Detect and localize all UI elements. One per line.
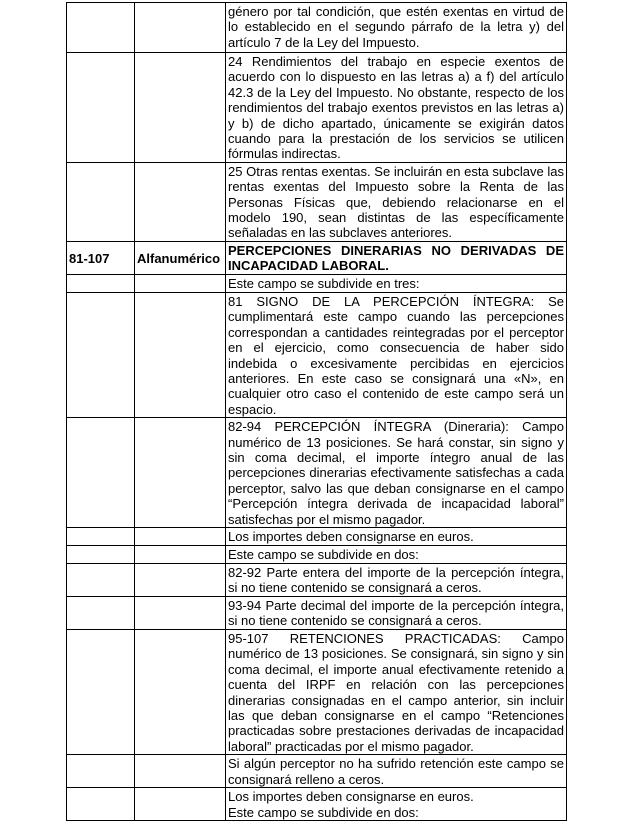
- position-cell: [67, 563, 135, 596]
- type-cell: [135, 53, 226, 163]
- description-cell: [226, 53, 567, 163]
- table-row: [67, 545, 567, 563]
- type-cell: [135, 418, 226, 528]
- position-cell: 81-107: [67, 241, 135, 274]
- position-cell: [67, 788, 135, 821]
- type-cell: [135, 629, 226, 754]
- position-cell: [67, 53, 135, 163]
- description-text: 81 SIGNO DE LA PERCEPCIÓN ÍNTEGRA: Se cumplimentará este campo cuando las percepciones correspondan a cantidades reintegradas por el perceptor en el ejercicio, como consecuencia de haber sido indebida o excesivamente percibidas en ejercicios anteriores. En este caso se consignará una «N», en cualquier otro caso el contenido de este campo será un espacio.: [228, 293, 564, 417]
- description-cell: [226, 3, 567, 53]
- position-cell: [67, 418, 135, 528]
- description-cell: [226, 563, 567, 596]
- description-text: Los importes deben consignarse en euros.: [228, 789, 474, 805]
- description-text: Este campo se subdivide en dos:: [228, 804, 419, 820]
- description-text: 82-92 Parte entera del importe de la percepción íntegra, si no tiene contenido se consignará a ceros.: [228, 564, 564, 596]
- description-cell: [226, 274, 567, 292]
- table-row: [67, 3, 567, 53]
- description-cell: [226, 596, 567, 629]
- position-cell: [67, 162, 135, 241]
- description-text: Los importes deben consignarse en euros.: [228, 528, 474, 544]
- description-text: Este campo se subdivide en tres:: [228, 275, 420, 291]
- position-cell: [67, 3, 135, 53]
- table-row: [67, 418, 567, 528]
- position-cell: [67, 292, 135, 417]
- description-text: 24 Rendimientos del trabajo en especie exentos de acuerdo con lo dispuesto en las letras a) a f) del artículo 42.3 de la Ley del Impuesto. No obstante, respecto de los rendimientos del trabajo exentos previstos en las letras a) y b) de dicho apartado, únicamente se exigirán datos cuando para la prestación de los servicios se utilicen fórmulas indirectas.: [228, 54, 564, 162]
- type-cell: [135, 162, 226, 241]
- table-row: [67, 563, 567, 596]
- description-cell: [226, 527, 567, 545]
- field-spec-table: [66, 2, 567, 821]
- table-row: [67, 162, 567, 241]
- description-text: Este campo se subdivide en dos:: [228, 546, 419, 562]
- table-row: [67, 527, 567, 545]
- type-cell: [135, 545, 226, 563]
- table-row: [67, 629, 567, 754]
- description-text: 95-107 RETENCIONES PRACTICADAS: Campo numérico de 13 posiciones. Se consignará, sin signo y sin coma decimal, el importe anual efectivamente retenido a cuenta del IRPF en relación con las percepciones dinerarias consignadas en el campo anterior, sin incluir las que deban consignarse en el campo “Retenciones practicadas sobre prestaciones derivadas de incapacidad laboral” practicadas por el mismo pagador.: [228, 630, 564, 754]
- type-cell: [135, 3, 226, 53]
- type-cell: [135, 527, 226, 545]
- type-cell: Alfanumérico: [135, 241, 226, 274]
- position-cell: [67, 274, 135, 292]
- description-text: Si algún perceptor no ha sufrido retención este campo se consignará relleno a ceros.: [228, 756, 564, 787]
- position-cell: [67, 629, 135, 754]
- description-text: 93-94 Parte decimal del importe de la percepción íntegra, si no tiene contenido se consignará a ceros.: [228, 597, 564, 629]
- position-cell: [67, 755, 135, 788]
- description-text: 82-94 PERCEPCIÓN ÍNTEGRA (Dineraria): Campo numérico de 13 posiciones. Se hará constar, sin signo y sin coma decimal, el importe íntegro anual de las percepciones dinerarias efectivamente satisfechas a cada perceptor, salvo las que deban consignarse en el campo “Percepción íntegra derivada de incapacidad laboral” satisfechas por el mismo pagador.: [228, 419, 564, 527]
- position-cell: [67, 545, 135, 563]
- table-row: [67, 274, 567, 292]
- type-cell: [135, 292, 226, 417]
- field-title: PERCEPCIONES DINERARIAS NO DERIVADAS DE INCAPACIDAD LABORAL.: [228, 242, 564, 274]
- type-cell: [135, 788, 226, 821]
- table-row: [67, 755, 567, 788]
- table-row: [67, 596, 567, 629]
- description-cell: [226, 292, 567, 417]
- type-cell: [135, 274, 226, 292]
- description-text: género por tal condición, que estén exentas en virtud de lo establecido en el segundo párrafo de la letra y) del artículo 7 de la Ley del Impuesto.: [228, 4, 564, 50]
- description-cell: [226, 418, 567, 528]
- position-cell: [67, 596, 135, 629]
- type-cell: [135, 563, 226, 596]
- table-row: [67, 292, 567, 417]
- description-cell: [226, 629, 567, 754]
- description-cell: [226, 162, 567, 241]
- description-text: 25 Otras rentas exentas. Se incluirán en esta subclave las rentas exentas del Impuesto sobre la Renta de las Personas Físicas que, debiendo relacionarse en el modelo 190, sean distintas de las específicamente señaladas en las subclaves anteriores.: [228, 163, 564, 241]
- type-cell: [135, 596, 226, 629]
- table-row-field-header: [67, 241, 567, 274]
- table-row: [67, 788, 567, 821]
- table-row: [67, 53, 567, 163]
- position-cell: [67, 527, 135, 545]
- description-cell: [226, 241, 567, 274]
- type-cell: [135, 755, 226, 788]
- description-cell: [226, 788, 567, 821]
- description-cell: [226, 755, 567, 788]
- description-cell: [226, 545, 567, 563]
